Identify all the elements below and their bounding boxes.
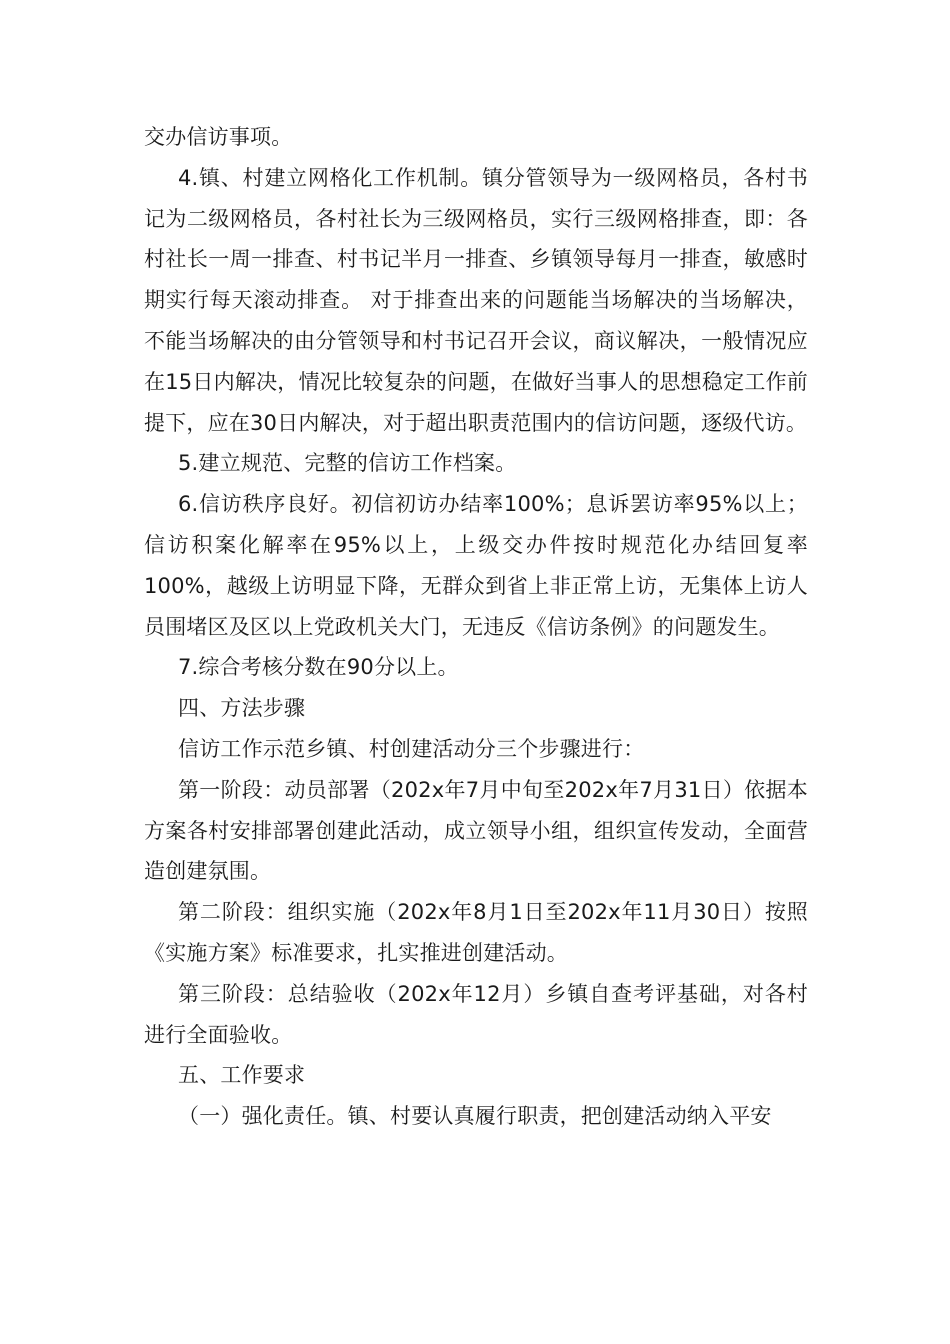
section-heading-requirements: 五、工作要求 — [178, 1063, 306, 1088]
document-body — [144, 117, 808, 1137]
paragraph-requirement-1: （一）强化责任。镇、村要认真履行职责，把创建活动纳入平安 — [178, 1104, 772, 1129]
paragraph-methods-intro: 信访工作示范乡镇、村创建活动分三个步骤进行： — [178, 736, 645, 761]
paragraph-stage-2: 第二阶段：组织实施（202x年8月1日至202x年11月30日）按照《实施方案》标准要求，扎实推进创建活动。 — [144, 900, 808, 965]
paragraph-item-5: 5.建立规范、完整的信访工作档案。 — [178, 451, 517, 476]
paragraph-stage-1: 第一阶段：动员部署（202x年7月中旬至202x年7月31日）依据本方案各村安排部署创建此活动，成立领导小组，组织宣传发动，全面营造创建氛围。 — [144, 777, 808, 884]
paragraph-continuation: 交办信访事项。 — [144, 125, 293, 149]
section-heading-methods: 四、方法步骤 — [178, 696, 306, 721]
paragraph-item-4: 4.镇、村建立网格化工作机制。镇分管领导为一级网格员，各村书记为二级网格员，各村社长为三级网格员，实行三级网格排查，即：各村社长一周一排查、村书记半月一排查、乡镇领导每月一排查，敏感时期实行每天滚动排查。 对于排查出来的问题能当场解决的当场解决，不能当场解决的由分管领导和村书记召开会议，商议解决，一般情况应在15日内解决，情况比较复杂的问题，在做好当事人的思想稳定工作前提下，应在30日内解决，对于超出职责范围内的信访问题，逐级代访。 — [144, 165, 808, 435]
paragraph-stage-3: 第三阶段：总结验收（202x年12月）乡镇自查考评基础，对各村进行全面验收。 — [144, 981, 808, 1047]
paragraph-item-7: 7.综合考核分数在90分以上。 — [178, 655, 459, 680]
paragraph-item-6: 6.信访秩序良好。初信初访办结率100%；息诉罢访率95%以上；信访积案化解率在95%以上，上级交办件按时规范化办结回复率100%，越级上访明显下降，无群众到省上非正常上访，无集体上访人员围堵区及区以上党政机关大门，无违反《信访条例》的问题发生。 — [144, 492, 808, 639]
